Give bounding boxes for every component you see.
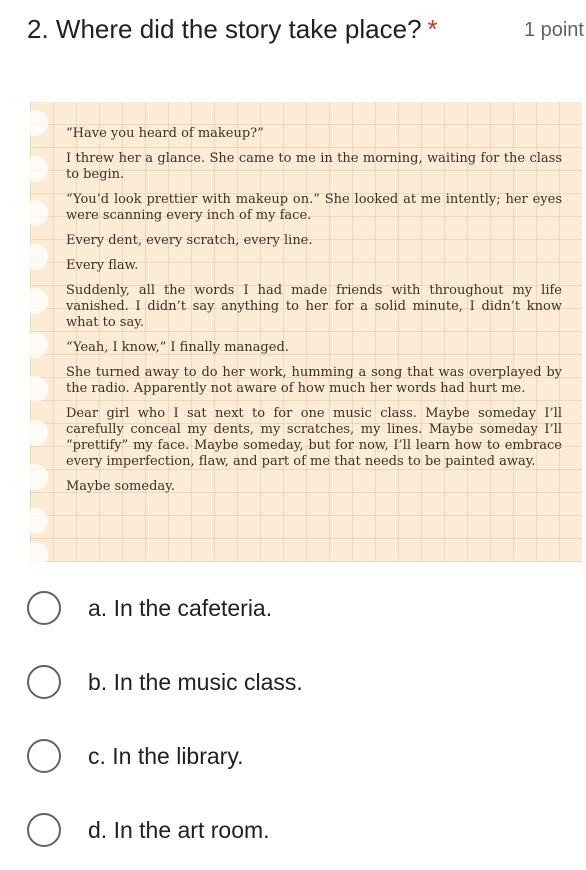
radio-button[interactable] [27,665,61,699]
radio-button[interactable] [27,813,61,847]
punch-hole [30,156,48,182]
punch-hole [30,332,48,358]
story-paragraph: “Have you heard of makeup?” [66,126,264,141]
story-paragraph: Every flaw. [66,258,139,273]
story-paragraph: Maybe someday. [66,479,175,494]
story-paragraph: I threw her a glance. She came to me in the morning, waiting for the class to begin. [66,151,562,182]
question-title [27,12,438,46]
required-asterisk: * [427,14,438,44]
radio-button[interactable] [27,739,61,773]
story-text [66,126,562,504]
option-c[interactable] [27,736,547,776]
option-d[interactable] [27,810,547,850]
radio-button[interactable] [27,591,61,625]
punch-hole [30,542,48,562]
option-a[interactable] [27,588,547,628]
story-paragraph: She turned away to do her work, humming a song that was overplayed by the radio. Apparently not aware of how much her words had hurt me. [66,365,562,396]
option-label[interactable]: b. In the music class. [88,669,303,695]
punch-holes [30,102,52,562]
option-label[interactable]: d. In the art room. [88,817,270,843]
question-title-text: 2. Where did the story take place? [27,14,422,44]
option-label[interactable]: a. In the cafeteria. [88,595,273,621]
punch-hole [30,288,48,314]
punch-hole [30,376,48,402]
story-image [30,102,582,562]
punch-hole [30,464,48,490]
punch-hole [30,508,48,534]
story-paragraph: Every dent, every scratch, every line. [66,233,313,248]
story-paragraph: “You’d look prettier with makeup on.” She looked at me intently; her eyes were scanning every inch of my face. [66,192,562,223]
story-paragraph: “Yeah, I know,” I finally managed. [66,340,289,355]
option-b[interactable] [27,662,547,702]
punch-hole [30,200,48,226]
story-paragraph: Suddenly, all the words I had made friends with throughout my life vanished. I didn’t say anything to her for a solid minute, I didn’t know what to say. [66,283,562,330]
story-paragraph: Dear girl who I sat next to for one music class. Maybe someday I’ll carefully conceal my dents, my scratches, my lines. Maybe someday I’ll “prettify” my face. Maybe someday, but for now, I’ll learn how to embrace every imperfection, flaw, and part of me that needs to be painted away. [66,406,562,469]
question-points: 1 point [523,19,584,41]
punch-hole [30,420,48,446]
punch-hole [30,110,48,136]
punch-hole [30,244,48,270]
question-header [27,12,586,48]
option-label[interactable]: c. In the library. [88,743,244,769]
